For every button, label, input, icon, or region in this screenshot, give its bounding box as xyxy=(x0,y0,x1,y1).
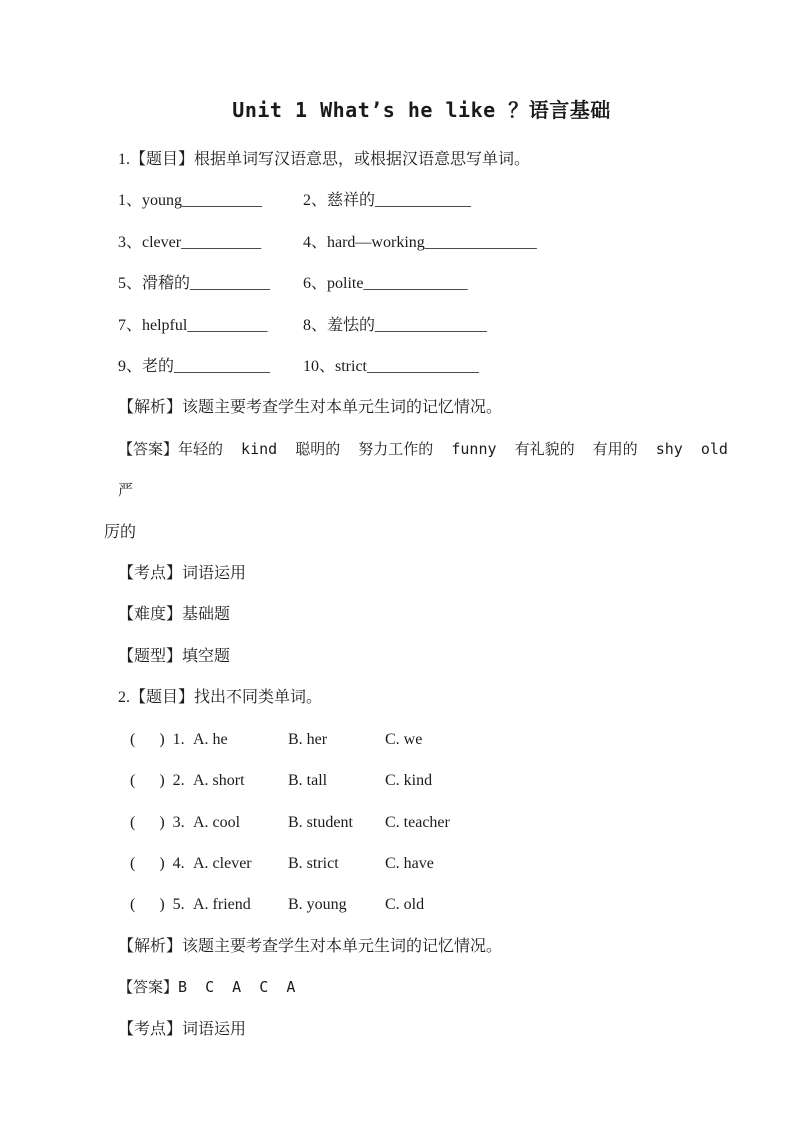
question-2 xyxy=(118,677,743,1050)
mc-answer-blank-3: ( ) 3. xyxy=(130,813,185,831)
mc-row-3 xyxy=(130,802,743,843)
vocab-item-4: 4、hard—working______________ xyxy=(303,233,537,251)
mc-option-b: B. her xyxy=(288,730,328,748)
q1-question-type: 【题型】填空题 xyxy=(118,647,231,665)
mc-option-a: A. he xyxy=(193,730,228,748)
mc-option-c: C. have xyxy=(385,854,434,872)
mc-option-c: C. we xyxy=(385,730,423,748)
mc-option-c: C. kind xyxy=(385,772,433,790)
q1-difficulty: 【难度】基础题 xyxy=(118,606,231,624)
mc-option-c: C. old xyxy=(385,896,425,914)
vocab-item-5: 5、滑稽的__________ xyxy=(118,275,271,293)
mc-row-2 xyxy=(130,760,743,801)
vocab-item-9: 9、老的____________ xyxy=(118,358,271,376)
vocab-row-2 xyxy=(118,222,743,263)
mc-option-a: A. friend xyxy=(193,896,251,914)
mc-option-a: A. cool xyxy=(193,813,241,831)
mc-answer-blank-1: ( ) 1. xyxy=(130,730,185,748)
vocab-item-8: 8、羞怯的______________ xyxy=(303,316,488,334)
vocab-item-6: 6、polite_____________ xyxy=(303,275,468,293)
mc-option-a: A. clever xyxy=(193,854,252,872)
vocab-row-4 xyxy=(118,305,743,346)
q2-exam-point: 【考点】词语运用 xyxy=(118,1020,247,1038)
q2-prompt: 2.【题目】找出不同类单词。 xyxy=(118,689,323,707)
vocab-row-1 xyxy=(118,180,743,221)
vocab-item-1: 1、young__________ xyxy=(118,192,263,210)
mc-row-4 xyxy=(130,843,743,884)
mc-option-b: B. tall xyxy=(288,772,328,790)
q2-answer: 【答案】B C A C A xyxy=(118,978,296,997)
mc-option-b: B. student xyxy=(288,813,353,831)
vocab-row-5 xyxy=(118,346,743,387)
vocab-item-10: 10、strict______________ xyxy=(303,358,479,376)
q2-analysis: 【解析】该题主要考查学生对本单元生词的记忆情况。 xyxy=(118,937,503,955)
mc-answer-blank-4: ( ) 4. xyxy=(130,854,185,872)
mc-option-b: B. strict xyxy=(288,854,339,872)
mc-answer-blank-5: ( ) 5. xyxy=(130,896,185,914)
q1-answer: 【答案】年轻的 kind 聪明的 努力工作的 funny 有礼貌的 有用的 shy old 严 xyxy=(118,439,747,500)
q1-prompt: 1.【题目】根据单词写汉语意思，或根据汉语意思写单词。 xyxy=(118,151,531,168)
vocab-item-2: 2、慈祥的____________ xyxy=(303,192,472,210)
page-title: Unit 1 What’s he like ？语言基础 xyxy=(232,98,611,122)
question-1 xyxy=(104,139,747,677)
vocab-item-7: 7、helpful__________ xyxy=(118,316,268,334)
vocab-row-3 xyxy=(118,263,743,304)
q1-exam-point: 【考点】词语运用 xyxy=(118,565,247,583)
vocab-item-3: 3、clever__________ xyxy=(118,233,262,251)
mc-answer-blank-2: ( ) 2. xyxy=(130,772,185,790)
mc-option-c: C. teacher xyxy=(385,813,450,831)
q1-analysis: 【解析】该题主要考查学生对本单元生词的记忆情况。 xyxy=(118,399,503,417)
q1-answer-continued: 厉的 xyxy=(104,523,137,541)
mc-row-5 xyxy=(130,884,743,925)
mc-row-1 xyxy=(130,719,743,760)
mc-option-b: B. young xyxy=(288,896,347,914)
mc-option-a: A. short xyxy=(193,772,245,790)
